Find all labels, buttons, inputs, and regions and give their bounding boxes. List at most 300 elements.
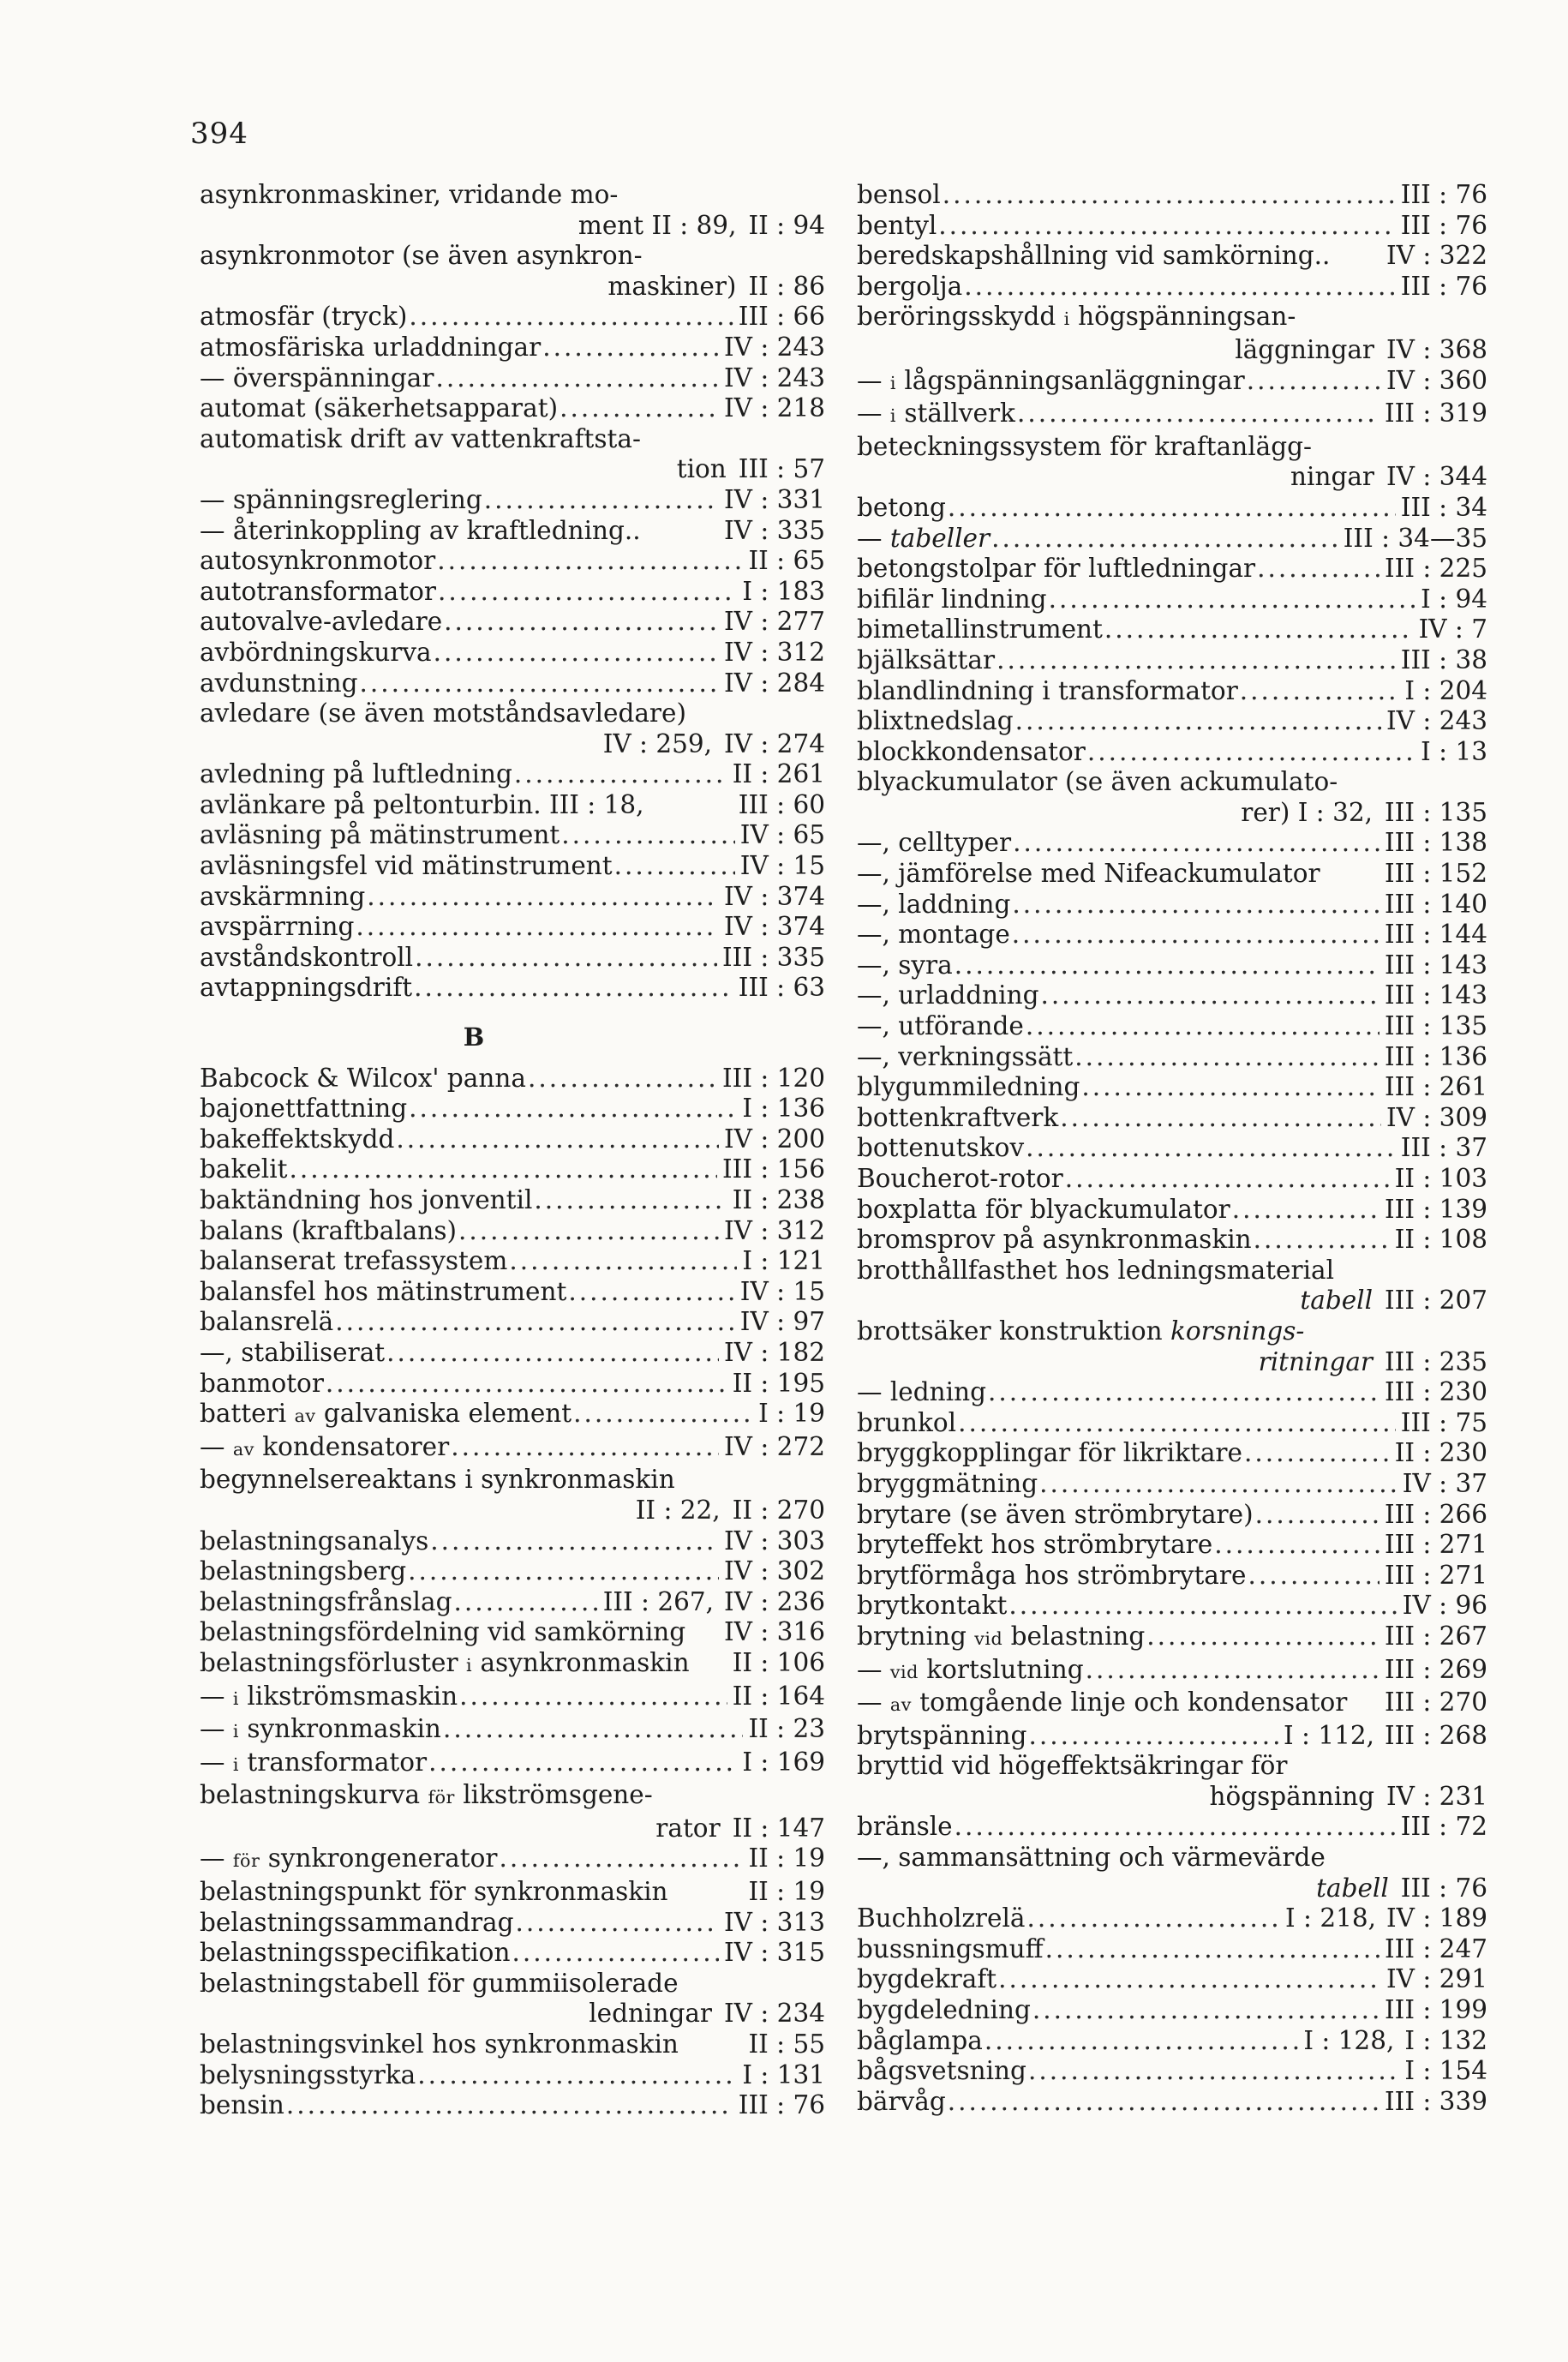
- entry-line: [857, 302, 1487, 335]
- index-entry: [857, 2056, 1487, 2087]
- entry-term: bentyl: [857, 210, 937, 240]
- entry-term: bottenutskov: [857, 1133, 1025, 1163]
- leader-dots: [1028, 2056, 1399, 2087]
- leader-dots: [451, 1432, 719, 1463]
- entry-line: [200, 1432, 825, 1466]
- entry-line-continued: [857, 1347, 1487, 1378]
- page-reference: II : 106: [732, 1647, 825, 1677]
- entry-italic: korsnings-: [1170, 1316, 1305, 1346]
- index-entry: [857, 767, 1487, 828]
- entry-preposition: i: [889, 372, 896, 393]
- leader-dots: [386, 1338, 719, 1369]
- index-entry: [200, 424, 825, 485]
- page-reference: III : 140: [1385, 889, 1487, 919]
- entry-term: bajonettfattning: [200, 1094, 408, 1124]
- index-entry: [857, 2087, 1487, 2118]
- entry-line: [857, 1133, 1487, 1164]
- leader-dots: [1214, 1530, 1379, 1561]
- entry-term: betongstolpar för luftledningar: [857, 554, 1256, 584]
- index-entry: [857, 1964, 1487, 1995]
- entry-line: [200, 912, 825, 943]
- leader-dots: [459, 1682, 727, 1712]
- entry-term: — spänningsreglering: [200, 484, 482, 514]
- index-entry: [857, 1011, 1487, 1042]
- page-reference: III : 144: [1385, 920, 1487, 950]
- entry-line: [200, 424, 825, 455]
- leader-dots: [409, 302, 733, 333]
- entry-term: bränsle: [857, 1812, 953, 1842]
- entry-line: [857, 1316, 1487, 1347]
- page-reference: II : 19: [748, 1877, 825, 1907]
- page-reference: III : 38: [1400, 644, 1487, 674]
- entry-continuation: rer) I : 32,: [1241, 797, 1373, 827]
- page-reference: II : 147: [732, 1813, 825, 1843]
- leader-dots: [1017, 399, 1379, 429]
- entry-term: belastningsspecifikation: [200, 1938, 511, 1968]
- page-reference: II : 94: [748, 210, 825, 240]
- entry-line: [857, 1469, 1487, 1500]
- entry-line-continued: [200, 454, 825, 485]
- entry-line: [200, 1124, 825, 1155]
- entry-line: [857, 1903, 1487, 1934]
- entry-line-continued: [857, 335, 1487, 366]
- entry-term: avledning på luftledning: [200, 759, 512, 789]
- index-entry: [200, 943, 825, 974]
- entry-term: avledare (se även motståndsavledare): [200, 698, 687, 728]
- entry-term: bryttid vid högeffektsäkringar för: [857, 1751, 1288, 1781]
- entry-line: [200, 1185, 825, 1216]
- leader-dots: [1087, 737, 1415, 768]
- page-reference: IV : 231: [1386, 1781, 1487, 1811]
- page-reference: IV : 291: [1386, 1964, 1487, 1994]
- leader-dots: [1240, 676, 1400, 707]
- page-reference: IV : 331: [724, 484, 825, 514]
- entry-preposition: av: [232, 1438, 254, 1460]
- entry-term: —, montage: [857, 920, 1010, 950]
- entry-line: [857, 2026, 1487, 2057]
- page-reference: II : 23: [748, 1714, 825, 1744]
- index-entry: [200, 363, 825, 394]
- page-reference: IV : 37: [1402, 1468, 1487, 1498]
- entry-term: banmotor: [200, 1368, 324, 1398]
- leader-dots: [430, 1526, 719, 1557]
- leader-dots: [542, 333, 719, 363]
- leader-dots: [1248, 1561, 1379, 1592]
- index-entry: [200, 1682, 825, 1715]
- entry-line: [857, 1995, 1487, 2026]
- entry-line: [200, 698, 825, 729]
- leader-dots: [964, 272, 1396, 303]
- entry-line: [857, 767, 1487, 798]
- entry-line: [200, 1969, 825, 1999]
- leader-dots: [290, 1154, 718, 1185]
- page-reference: II : 195: [732, 1368, 825, 1398]
- entry-continuation: IV : 259,: [602, 728, 713, 758]
- entry-preposition: av: [294, 1406, 316, 1427]
- entry-continuation: II : 22,: [635, 1495, 721, 1525]
- entry-line-continued: [857, 798, 1487, 829]
- index-entry: [857, 1903, 1487, 1934]
- entry-line: [857, 1964, 1487, 1995]
- index-entry: [200, 1969, 825, 2029]
- page-reference: III : 76: [1400, 210, 1487, 240]
- entry-term: asynkronmotor (se även asynkron-: [200, 241, 643, 271]
- entry-continuation: läggningar: [1235, 334, 1375, 364]
- index-entry: [857, 1843, 1487, 1903]
- page-reference: IV : 97: [739, 1307, 825, 1337]
- index-entry: [200, 241, 825, 302]
- entry-preposition: i: [232, 1688, 239, 1709]
- page-reference: III : 207: [1385, 1286, 1487, 1316]
- leader-dots: [1039, 1469, 1397, 1500]
- leader-dots: [512, 1938, 719, 1969]
- page-reference: III : 271: [1385, 1560, 1487, 1590]
- index-entry: [200, 607, 825, 638]
- entry-term: balansfel hos mätinstrument: [200, 1276, 567, 1306]
- page-reference: III : 270: [1385, 1688, 1487, 1718]
- entry-line: [200, 1648, 825, 1682]
- entry-continuation: tabell: [1316, 1873, 1389, 1903]
- entry-term: — av kondensatorer: [200, 1431, 450, 1461]
- entry-line: [200, 241, 825, 272]
- index-entry: [857, 980, 1487, 1011]
- entry-line: [200, 2060, 825, 2091]
- index-entry: [857, 1561, 1487, 1592]
- page-reference: III : 335: [722, 942, 825, 972]
- entry-line: [857, 920, 1487, 950]
- entry-continuation: ment II : 89,: [578, 210, 737, 240]
- entry-line: [200, 607, 825, 638]
- leader-dots: [415, 943, 717, 974]
- page-reference: IV : 313: [724, 1907, 825, 1937]
- entry-line-continued: [857, 462, 1487, 493]
- entry-term: brytspänning: [857, 1720, 1027, 1750]
- page-reference: IV : 234: [724, 1999, 825, 2029]
- entry-term: avläsning på mätinstrument: [200, 820, 560, 850]
- leader-dots: [1013, 828, 1379, 859]
- entry-term: — i synkronmaskin: [200, 1714, 441, 1744]
- entry-term: beredskapshållning vid samkörning..: [857, 241, 1331, 271]
- entry-line: [857, 1591, 1487, 1622]
- page-reference: III : 143: [1385, 950, 1487, 980]
- entry-term: bryggmätning: [857, 1468, 1038, 1498]
- entry-term: — återinkoppling av kraftledning..: [200, 515, 641, 545]
- index-entry: [857, 1995, 1487, 2026]
- page-reference: III : 266: [1385, 1499, 1487, 1529]
- entry-term: brytning vid belastning: [857, 1621, 1146, 1651]
- leader-dots: [444, 607, 719, 638]
- page-reference: I : 132: [1404, 2025, 1487, 2055]
- entry-term: —, urladdning: [857, 980, 1039, 1010]
- entry-term: atmosfäriska urladdningar: [200, 332, 542, 362]
- entry-term: —, sammansättning och värmevärde: [857, 1843, 1326, 1873]
- entry-term: blandlindning i transformator: [857, 675, 1238, 705]
- entry-term: belastningsfördelning vid samkörning: [200, 1617, 686, 1647]
- page-reference: III : 138: [1385, 828, 1487, 858]
- entry-term: bygdekraft: [857, 1964, 997, 1994]
- page-reference: IV : 277: [724, 607, 825, 637]
- entry-line: [857, 2056, 1487, 2087]
- index-entry: [857, 432, 1487, 493]
- entry-term: blixtnedslag: [857, 706, 1014, 736]
- entry-line: [857, 1622, 1487, 1655]
- leader-dots: [1049, 585, 1416, 615]
- index-entry: [200, 1648, 825, 1682]
- entry-line: [857, 366, 1487, 399]
- entry-term: — i transformator: [200, 1747, 428, 1777]
- leader-dots: [943, 180, 1396, 211]
- entry-line: [857, 1195, 1487, 1226]
- entry-line: [857, 211, 1487, 242]
- entry-line: [857, 614, 1487, 645]
- leader-dots: [1065, 1164, 1390, 1195]
- entry-term: bergolja: [857, 271, 963, 301]
- index-entry: [857, 1195, 1487, 1226]
- entry-term: —, jämförelse med Nifeackumulator: [857, 859, 1320, 889]
- entry-line: [200, 1843, 825, 1877]
- entry-line: [200, 516, 825, 547]
- entry-line: [857, 706, 1487, 737]
- entry-continuation: ritningar: [1258, 1346, 1373, 1376]
- entry-continuation: rator: [655, 1813, 721, 1843]
- index-entry: [857, 1500, 1487, 1531]
- entry-term: — tabeller: [857, 523, 990, 553]
- page-reference: IV : 316: [724, 1617, 825, 1647]
- page-reference: III : 76: [738, 2090, 825, 2120]
- leader-dots: [1074, 1042, 1379, 1073]
- page-reference: III : 268: [1385, 1720, 1487, 1750]
- leader-dots: [1040, 980, 1379, 1011]
- page-reference: III : 261: [1385, 1072, 1487, 1102]
- leader-dots: [1012, 920, 1379, 950]
- page-reference: III : 60: [738, 789, 825, 819]
- page-reference: III : 66: [738, 302, 825, 332]
- index-entry: [200, 546, 825, 577]
- entry-line: [857, 1072, 1487, 1103]
- entry-line: [200, 577, 825, 608]
- index-entry: [857, 1688, 1487, 1721]
- index-entry: [200, 1556, 825, 1587]
- page-reference: III : 37: [1400, 1133, 1487, 1163]
- page-reference: III : 271: [1385, 1530, 1487, 1560]
- page-reference: II : 65: [748, 546, 825, 576]
- entry-term: boxplatta för blyackumulator: [857, 1194, 1230, 1224]
- entry-term: avlänkare på peltonturbin. III : 18,: [200, 789, 644, 819]
- entry-line: [200, 485, 825, 516]
- leader-dots: [414, 973, 733, 1004]
- leader-dots: [409, 1094, 737, 1124]
- leader-dots: [998, 1964, 1381, 1995]
- index-entry: [857, 1042, 1487, 1073]
- entry-line: [857, 1103, 1487, 1134]
- entry-line-continued: [200, 272, 825, 303]
- index-column-left: [200, 180, 825, 2121]
- index-entry: [200, 2090, 825, 2121]
- index-entry: [857, 1103, 1487, 1134]
- entry-term: avläsningsfel vid mätinstrument: [200, 851, 613, 881]
- page-reference: III : 72: [1400, 1812, 1487, 1842]
- entry-term: brytförmåga hos strömbrytare: [857, 1560, 1247, 1590]
- entry-italic: tabeller: [889, 523, 990, 553]
- entry-term: blygummiledning: [857, 1072, 1080, 1102]
- entry-line: [200, 1526, 825, 1557]
- leader-dots: [1254, 1225, 1390, 1256]
- index-entry: [857, 1469, 1487, 1500]
- entry-line: [200, 973, 825, 1004]
- entry-preposition: av: [889, 1694, 912, 1716]
- entry-line: [200, 790, 825, 821]
- index-entry: [200, 180, 825, 241]
- entry-preposition: för: [428, 1787, 455, 1808]
- entry-term: brotthållfasthet hos ledningsmaterial: [857, 1255, 1335, 1285]
- page-reference: IV : 344: [1386, 462, 1487, 492]
- leader-dots: [938, 211, 1396, 242]
- entry-line-continued: [200, 1813, 825, 1844]
- entry-line: [857, 493, 1487, 524]
- entry-line: [857, 554, 1487, 585]
- entry-line-continued: [200, 211, 825, 242]
- page-reference: IV : 335: [724, 515, 825, 545]
- entry-term: begynnelsereaktans i synkronmaskin: [200, 1465, 675, 1495]
- entry-line: [200, 1465, 825, 1496]
- index-entry: [857, 1812, 1487, 1843]
- entry-line-continued: [857, 1782, 1487, 1813]
- index-entry: [200, 1185, 825, 1216]
- entry-line: [857, 676, 1487, 707]
- leader-dots: [1015, 706, 1381, 737]
- index-entry: [857, 1408, 1487, 1439]
- index-entry: [857, 585, 1487, 615]
- entry-line: [200, 1094, 825, 1124]
- entry-line: [200, 546, 825, 577]
- page-reference: IV : 7: [1418, 614, 1487, 644]
- index-entry: [200, 1338, 825, 1369]
- entry-term: — i lågspänningsanläggningar: [857, 365, 1245, 395]
- entry-term: automatisk drift av vattenkraftsta-: [200, 423, 641, 453]
- entry-line: [200, 1682, 825, 1715]
- page-reference: I : 128,: [1303, 2025, 1395, 2055]
- entry-term: bryteffekt hos strömbrytare: [857, 1530, 1213, 1560]
- index-entry: [200, 1124, 825, 1155]
- page-reference: II : 230: [1394, 1438, 1487, 1468]
- leader-dots: [286, 2090, 733, 2121]
- entry-line: [857, 1377, 1487, 1408]
- index-entry: [857, 241, 1487, 272]
- index-entry: [200, 638, 825, 668]
- index-entry: [857, 211, 1487, 242]
- leader-dots: [1012, 890, 1379, 920]
- leader-dots: [1060, 1103, 1381, 1134]
- leader-dots: [991, 524, 1338, 555]
- page-reference: III : 143: [1385, 980, 1487, 1010]
- entry-line: [200, 333, 825, 363]
- leader-dots: [948, 2087, 1379, 2118]
- entry-line: [200, 1154, 825, 1185]
- index-entry: [857, 645, 1487, 676]
- leader-dots: [614, 851, 735, 882]
- entry-term: asynkronmaskiner, vridande mo-: [200, 180, 619, 209]
- page-reference: III : 135: [1385, 1011, 1487, 1041]
- entry-term: bensol: [857, 180, 941, 209]
- entry-line: [857, 1530, 1487, 1561]
- entry-line: [857, 524, 1487, 555]
- page-number: 394: [190, 117, 248, 151]
- page-reference: IV : 374: [724, 912, 825, 942]
- entry-line: [200, 1556, 825, 1587]
- page-reference: II : 261: [732, 759, 825, 789]
- entry-line: [200, 363, 825, 394]
- entry-term: bottenkraftverk: [857, 1102, 1059, 1132]
- entry-term: avdunstning: [200, 668, 358, 698]
- entry-term: Boucherot-rotor: [857, 1164, 1063, 1193]
- leader-dots: [573, 1399, 753, 1430]
- page-reference: IV : 15: [739, 1276, 825, 1306]
- page-reference: I : 183: [742, 576, 825, 606]
- entry-line: [857, 950, 1487, 981]
- leader-dots: [1104, 614, 1414, 645]
- leader-dots: [514, 759, 727, 790]
- leader-dots: [437, 546, 743, 577]
- page-reference: III : 267: [1385, 1621, 1487, 1651]
- page-reference: III : 57: [738, 454, 825, 484]
- page-reference: III : 34: [1400, 492, 1487, 522]
- entry-line: [200, 1338, 825, 1369]
- leader-dots: [326, 1369, 727, 1400]
- entry-line: [200, 882, 825, 913]
- index-entry: [857, 272, 1487, 303]
- page-reference: III : 120: [722, 1063, 825, 1093]
- index-entry: [200, 820, 825, 851]
- leader-dots: [1146, 1622, 1379, 1652]
- index-entry: [200, 1216, 825, 1247]
- entry-line: [200, 393, 825, 424]
- entry-line: [200, 1908, 825, 1939]
- page-reference: III : 230: [1385, 1377, 1487, 1407]
- leader-dots: [1028, 1721, 1278, 1752]
- entry-term: autovalve-avledare: [200, 607, 443, 637]
- index-entry: [200, 1617, 825, 1648]
- page-reference: IV : 284: [724, 668, 825, 698]
- page-reference: I : 169: [742, 1747, 825, 1777]
- leader-dots: [367, 882, 719, 913]
- entry-term: balans (kraftbalans): [200, 1215, 457, 1245]
- index-entry: [857, 706, 1487, 737]
- entry-line-continued: [200, 1999, 825, 2029]
- leader-dots: [1244, 1438, 1390, 1469]
- entry-term: belastningsberg: [200, 1556, 407, 1586]
- leader-dots: [458, 1216, 719, 1247]
- entry-line: [857, 737, 1487, 768]
- entry-continuation: tabell: [1300, 1286, 1373, 1316]
- entry-term: —, laddning: [857, 889, 1011, 919]
- page-reference: III : 319: [1385, 399, 1487, 429]
- leader-dots: [948, 493, 1396, 524]
- entry-continuation: ningar: [1290, 462, 1375, 492]
- entry-line: [200, 638, 825, 668]
- entry-line: [857, 1500, 1487, 1531]
- leader-dots: [435, 363, 719, 394]
- entry-term: automat (säkerhetsapparat): [200, 393, 559, 423]
- page-reference: IV : 274: [724, 728, 825, 758]
- entry-term: — för synkrongenerator: [200, 1843, 498, 1873]
- leader-dots: [417, 2060, 737, 2091]
- index-entry: [857, 1622, 1487, 1655]
- entry-term: —, utförande: [857, 1011, 1024, 1041]
- entry-line: [857, 645, 1487, 676]
- index-entry: [200, 851, 825, 882]
- leader-dots: [438, 577, 737, 608]
- entry-term: avskärmning: [200, 881, 366, 911]
